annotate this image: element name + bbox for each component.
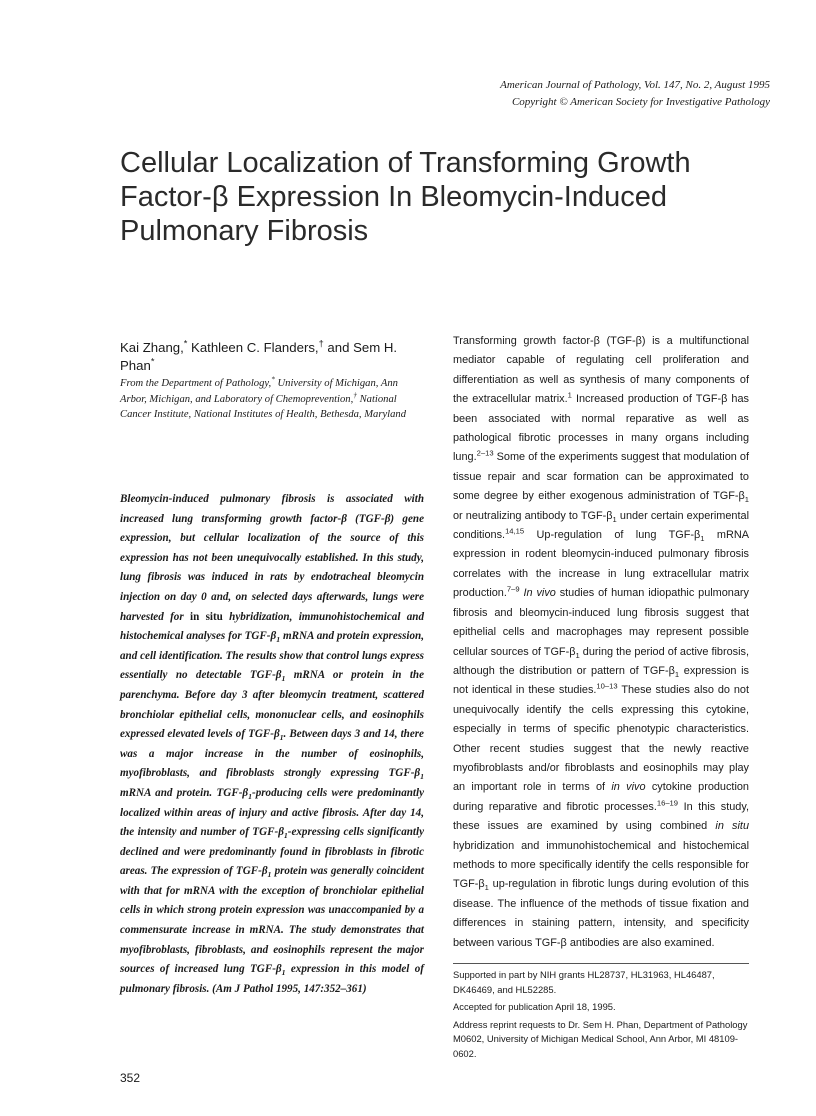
footnotes bbox=[453, 968, 749, 1065]
abstract-text: Bleomycin-induced pulmonary fibrosis is associated with increased lung transforming growth factor-β (TGF-β) gene expression, but cellular localization of the source of this expression has not been unequivocally established. In this study, lung fibrosis was induced in rats by endotracheal bleomycin injection on day 0 and, on selected days afterwards, lungs were harvested for bbox=[120, 493, 424, 623]
body-text: mRNA expression in rodent bleomycin-induced pulmonary fibrosis correlates with the increase in lung extracellular matrix production. bbox=[453, 529, 749, 600]
abstract-subscript: 1 bbox=[420, 772, 424, 782]
abstract bbox=[120, 490, 424, 999]
author-name: and Sem H. Phan bbox=[120, 340, 398, 373]
footnote-reprint: Address reprint requests to Dr. Sem H. Phan, Department of Pathology M0602, University of Michigan Medical School, Ann Arbor, MI 48109-0602. bbox=[453, 1018, 748, 1059]
reference-marker: 10–13 bbox=[596, 681, 618, 691]
abstract-text: protein was generally coincident with that for mRNA with the exception of bronchiolar epithelial cells in which strong protein expression was unaccompanied by a commensurate increase in mRNA. The study demonstrates that myofibroblasts, fibroblasts, and eosinophils represent the major sources of increased lung TGF-β bbox=[120, 865, 424, 976]
body-subscript: 1 bbox=[612, 514, 617, 524]
body-text: up-regulation in fibrotic lungs during evolution of this disease. The influence of the methods of tissue fixation and differences in staining pattern, intensity, and specificity between various TGF-β antibodies are also examined. bbox=[453, 878, 749, 949]
body-subscript: 1 bbox=[484, 883, 489, 893]
footnote-accepted: Accepted for publication April 18, 1995. bbox=[453, 1001, 616, 1013]
body-italic: In vivo bbox=[523, 587, 556, 600]
abstract-subscript: 1 bbox=[281, 968, 286, 978]
abstract-text: -expressing cells significantly declined and were predominantly found in fibroblasts in fibrotic areas. The expression of TGF-β bbox=[120, 826, 425, 878]
abstract-subscript: 1 bbox=[248, 792, 252, 802]
abstract-text: mRNA or protein in the parenchyma. Before day 3 after bleomycin treatment, scattered bronchiolar epithelial cells, mononuclear cells, and eosinophils expressed elevated levels of TGF-β bbox=[120, 669, 425, 741]
body-subscript: 1 bbox=[700, 534, 705, 544]
abstract-text: expression in this model of pulmonary fibrosis. bbox=[120, 963, 425, 995]
journal-copyright: Copyright © American Society for Investigative Pathology bbox=[511, 96, 770, 108]
affiliation-marker: † bbox=[353, 390, 357, 400]
author-marker: † bbox=[318, 338, 324, 349]
introduction-paragraph bbox=[453, 332, 749, 953]
footnote-support: Supported in part by NIH grants HL28737, HL31963, HL46487, DK46469, and HL52285. bbox=[453, 969, 715, 995]
journal-header bbox=[450, 77, 770, 111]
body-italic: in vivo bbox=[611, 781, 646, 794]
abstract-subscript: 1 bbox=[283, 831, 288, 841]
reference-marker: 16–19 bbox=[656, 798, 679, 808]
body-text: under certain experimental conditions. bbox=[453, 509, 749, 542]
abstract-subscript: 1 bbox=[279, 733, 284, 743]
body-subscript: 1 bbox=[575, 650, 580, 660]
abstract-text: in situ bbox=[189, 610, 223, 623]
affiliation bbox=[120, 376, 420, 423]
author-list bbox=[120, 339, 420, 375]
body-text: hybridization and immunohistochemical and histochemical methods to more specifically identify the cells responsible for TGF-β bbox=[453, 839, 749, 891]
abstract-citation: (Am J Pathol 1995, 147:352–361) bbox=[212, 982, 367, 995]
page-number: 352 bbox=[120, 1071, 141, 1085]
body-subscript: 1 bbox=[674, 670, 680, 680]
abstract-subscript: 1 bbox=[276, 635, 281, 645]
reference-marker: 2–13 bbox=[476, 448, 494, 458]
body-text: or neutralizing antibody to TGF-β bbox=[453, 509, 613, 522]
body-text: cytokine production during reparative and fibrotic processes. bbox=[453, 781, 749, 813]
body-text: Increased production of TGF-β has been associated with normal reparative as well as pathological fibrotic processes in many organs including lung. bbox=[453, 393, 749, 464]
journal-citation: American Journal of Pathology, Vol. 147, No. 2, August 1995 bbox=[500, 79, 770, 91]
abstract-subscript: 1 bbox=[267, 870, 272, 880]
body-text: Some of the experiments suggest that modulation of tissue repair and scar formation can be approximated to some degree by either exogenous administration of TGF-β bbox=[453, 451, 749, 503]
abstract-text: hybridization, immunohistochemical and histochemical analyses for TGF-β bbox=[120, 610, 425, 643]
reference-marker: 1 bbox=[567, 390, 572, 400]
author-marker: * bbox=[183, 338, 188, 349]
body-subscript: 1 bbox=[744, 495, 749, 505]
abstract-text: mRNA and protein expression, and cell identification. The results show that control lungs express essentially no detectable TGF-β bbox=[120, 630, 424, 682]
author-name: Kathleen C. Flanders, bbox=[187, 340, 319, 355]
abstract-subscript: 1 bbox=[281, 674, 286, 684]
affiliation-text: From the Department of Pathology, bbox=[120, 378, 272, 389]
body-text: These studies also do not unequivocally identify the cells expressing this cytokine, especially in terms of specific phenotypic characteristics. Other recent studies suggest that the newly reactive myofibroblasts and/or fibroblasts and eosinophils may play an important role in terms of bbox=[453, 684, 749, 794]
body-text: studies of human idiopathic pulmonary fibrosis and bleomycin-induced lung fibrosis suggest that epithelial cells and macrophages may represent possible cellular sources of TGF-β bbox=[453, 587, 749, 658]
affiliation-text: University of Michigan, Ann Arbor, Michigan, and Laboratory of Chemoprevention, bbox=[120, 378, 398, 405]
body-text: In this study, these issues are examined by using combined bbox=[453, 800, 749, 833]
article-title: Cellular Localization of Transforming Growth Factor-β Expression In Bleomycin-Induced Pulmonary Fibrosis bbox=[120, 147, 691, 247]
author-marker: * bbox=[150, 356, 155, 367]
body-text: Up-regulation of lung TGF-β bbox=[524, 529, 701, 542]
abstract-text: . Between days 3 and 14, there was a major increase in the number of eosinophils, myofibroblasts, and fibroblasts strongly expressing TGF-β bbox=[120, 728, 424, 780]
reference-marker: 7–9 bbox=[506, 584, 520, 594]
footnote-divider bbox=[453, 963, 749, 964]
body-text: during the period of active fibrosis, although the distribution or pattern of TGF-β bbox=[453, 645, 749, 677]
author-name: Kai Zhang, bbox=[120, 340, 184, 355]
reference-marker: 14,15 bbox=[505, 526, 525, 536]
body-text: expression is not identical in these studies. bbox=[453, 664, 749, 697]
affiliation-text: National Cancer Institute, National Institutes of Health, Bethesda, Maryland bbox=[120, 393, 407, 421]
body-italic: in situ bbox=[715, 820, 749, 833]
affiliation-marker: * bbox=[271, 374, 275, 384]
body-text: Transforming growth factor-β (TGF-β) is a multifunctional mediator capable of regulating cell proliferation and differentiation as well as synthesis of many components of the extracellular matrix. bbox=[453, 335, 749, 406]
abstract-text: mRNA and protein. TGF-β bbox=[120, 786, 249, 799]
abstract-text: -producing cells were predominantly localized within areas of injury and active fibrosis. After day 14, the intensity and number of TGF-β bbox=[120, 786, 425, 839]
